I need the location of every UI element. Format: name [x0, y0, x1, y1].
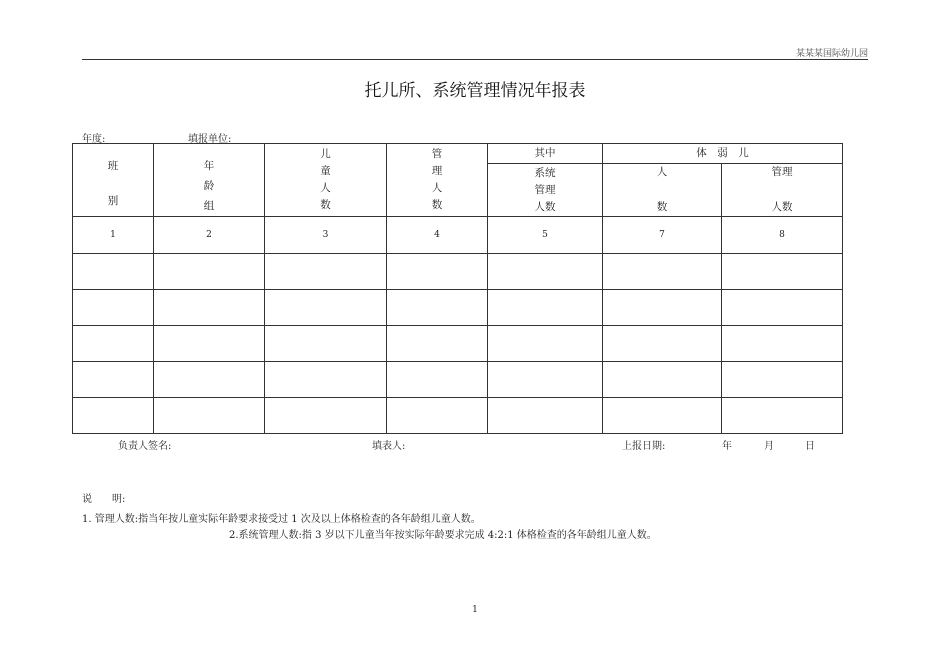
col-number-8: 8 — [722, 217, 843, 254]
table-cell — [154, 362, 265, 398]
table-cell — [387, 326, 488, 362]
table-cell — [603, 326, 722, 362]
table-row — [73, 290, 843, 326]
note-line-1: 1. 管理人数:指当年按儿童实际年龄要求接受过 1 次及以上体格检查的各年龄组儿童人数。 — [82, 514, 481, 525]
report-date-year: 年 — [722, 441, 732, 452]
col-class-char-2: 别 — [107, 195, 119, 207]
col-managed-char-1: 管 — [431, 148, 443, 160]
table-cell — [265, 362, 387, 398]
report-table — [72, 143, 843, 434]
table-row — [73, 398, 843, 434]
col-sys-managed-line-1: 系统 — [534, 166, 556, 179]
col-age-header — [154, 144, 265, 217]
table-cell — [73, 326, 154, 362]
col-sys-managed-line-2: 管理 — [534, 183, 556, 196]
col-number-3: 3 — [265, 217, 387, 254]
column-number-row — [73, 217, 843, 254]
header-rule — [82, 59, 868, 60]
table-cell — [603, 290, 722, 326]
table-cell — [488, 362, 603, 398]
col-weak-managed-line-2: 人数 — [771, 201, 793, 213]
col-weak-count-char-2: 数 — [656, 201, 668, 213]
col-number-2: 2 — [154, 217, 265, 254]
col-weak-managed-header — [722, 164, 843, 217]
table-row — [73, 362, 843, 398]
table-cell — [73, 290, 154, 326]
table-cell — [265, 326, 387, 362]
organization-name: 某某某国际幼儿园 — [795, 49, 868, 59]
table-cell — [488, 398, 603, 434]
table-cell — [387, 254, 488, 290]
table-row — [73, 254, 843, 290]
col-sys-managed-header — [488, 164, 603, 217]
table-cell — [73, 254, 154, 290]
table-cell — [722, 290, 843, 326]
col-children-char-1: 儿 — [320, 148, 331, 160]
table-cell — [265, 398, 387, 434]
col-weak-managed-line-1: 管理 — [771, 166, 793, 178]
table-cell — [73, 362, 154, 398]
page-number: 1 — [472, 605, 478, 615]
col-class-char-1: 班 — [107, 160, 119, 172]
col-managed-char-3: 人 — [431, 182, 443, 194]
group-qizhong-header: 其中 — [488, 144, 603, 164]
table-cell — [154, 254, 265, 290]
table-cell — [722, 398, 843, 434]
report-date-day: 日 — [805, 441, 815, 452]
table-row — [73, 326, 843, 362]
table-cell — [154, 398, 265, 434]
col-weak-count-char-1: 人 — [656, 166, 668, 178]
document-title: 托儿所、系统管理情况年报表 — [364, 81, 586, 101]
col-class-header — [73, 144, 154, 217]
col-number-1: 1 — [73, 217, 154, 254]
col-managed-header — [387, 144, 488, 217]
table-cell — [387, 398, 488, 434]
col-age-char-2: 龄 — [203, 180, 215, 192]
col-managed-char-2: 理 — [431, 165, 443, 177]
table-cell — [488, 290, 603, 326]
header-row-1 — [73, 144, 843, 164]
table-cell — [722, 362, 843, 398]
unit-label: 填报单位: — [188, 134, 232, 145]
table-cell — [722, 254, 843, 290]
table-cell — [603, 362, 722, 398]
table-cell — [722, 326, 843, 362]
col-age-char-1: 年 — [203, 160, 215, 172]
col-number-7: 7 — [603, 217, 722, 254]
col-managed-char-4: 数 — [431, 199, 443, 211]
note-line-2: 2.系统管理人数:指 3 岁以下儿童当年按实际年龄要求完成 4:2:1 体格检查的各年龄组儿童人数。 — [229, 530, 657, 541]
table-cell — [603, 254, 722, 290]
table-cell — [265, 254, 387, 290]
col-children-char-3: 人 — [320, 182, 331, 194]
table-cell — [387, 362, 488, 398]
year-label: 年度: — [82, 134, 106, 145]
col-sys-managed-line-3: 人数 — [534, 200, 556, 213]
col-children-char-2: 童 — [320, 165, 331, 177]
responsible-signature-label: 负责人签名: — [118, 441, 172, 452]
table-cell — [387, 290, 488, 326]
col-number-5: 5 — [488, 217, 603, 254]
col-age-char-3: 组 — [203, 200, 215, 212]
notes-heading: 说 明: — [82, 494, 126, 505]
table-cell — [154, 290, 265, 326]
col-children-header — [265, 144, 387, 217]
table-cell — [265, 290, 387, 326]
report-date-label: 上报日期: — [622, 441, 666, 452]
table-cell — [603, 398, 722, 434]
table-cell — [488, 326, 603, 362]
col-weak-count-header — [603, 164, 722, 217]
filler-label: 填表人: — [372, 441, 406, 452]
group-tiruo-header: 体 弱 儿 — [603, 144, 843, 164]
report-date-month: 月 — [764, 441, 774, 452]
table-cell — [488, 254, 603, 290]
col-number-4: 4 — [387, 217, 488, 254]
table-cell — [154, 326, 265, 362]
table-cell — [73, 398, 154, 434]
col-children-char-4: 数 — [320, 199, 331, 211]
